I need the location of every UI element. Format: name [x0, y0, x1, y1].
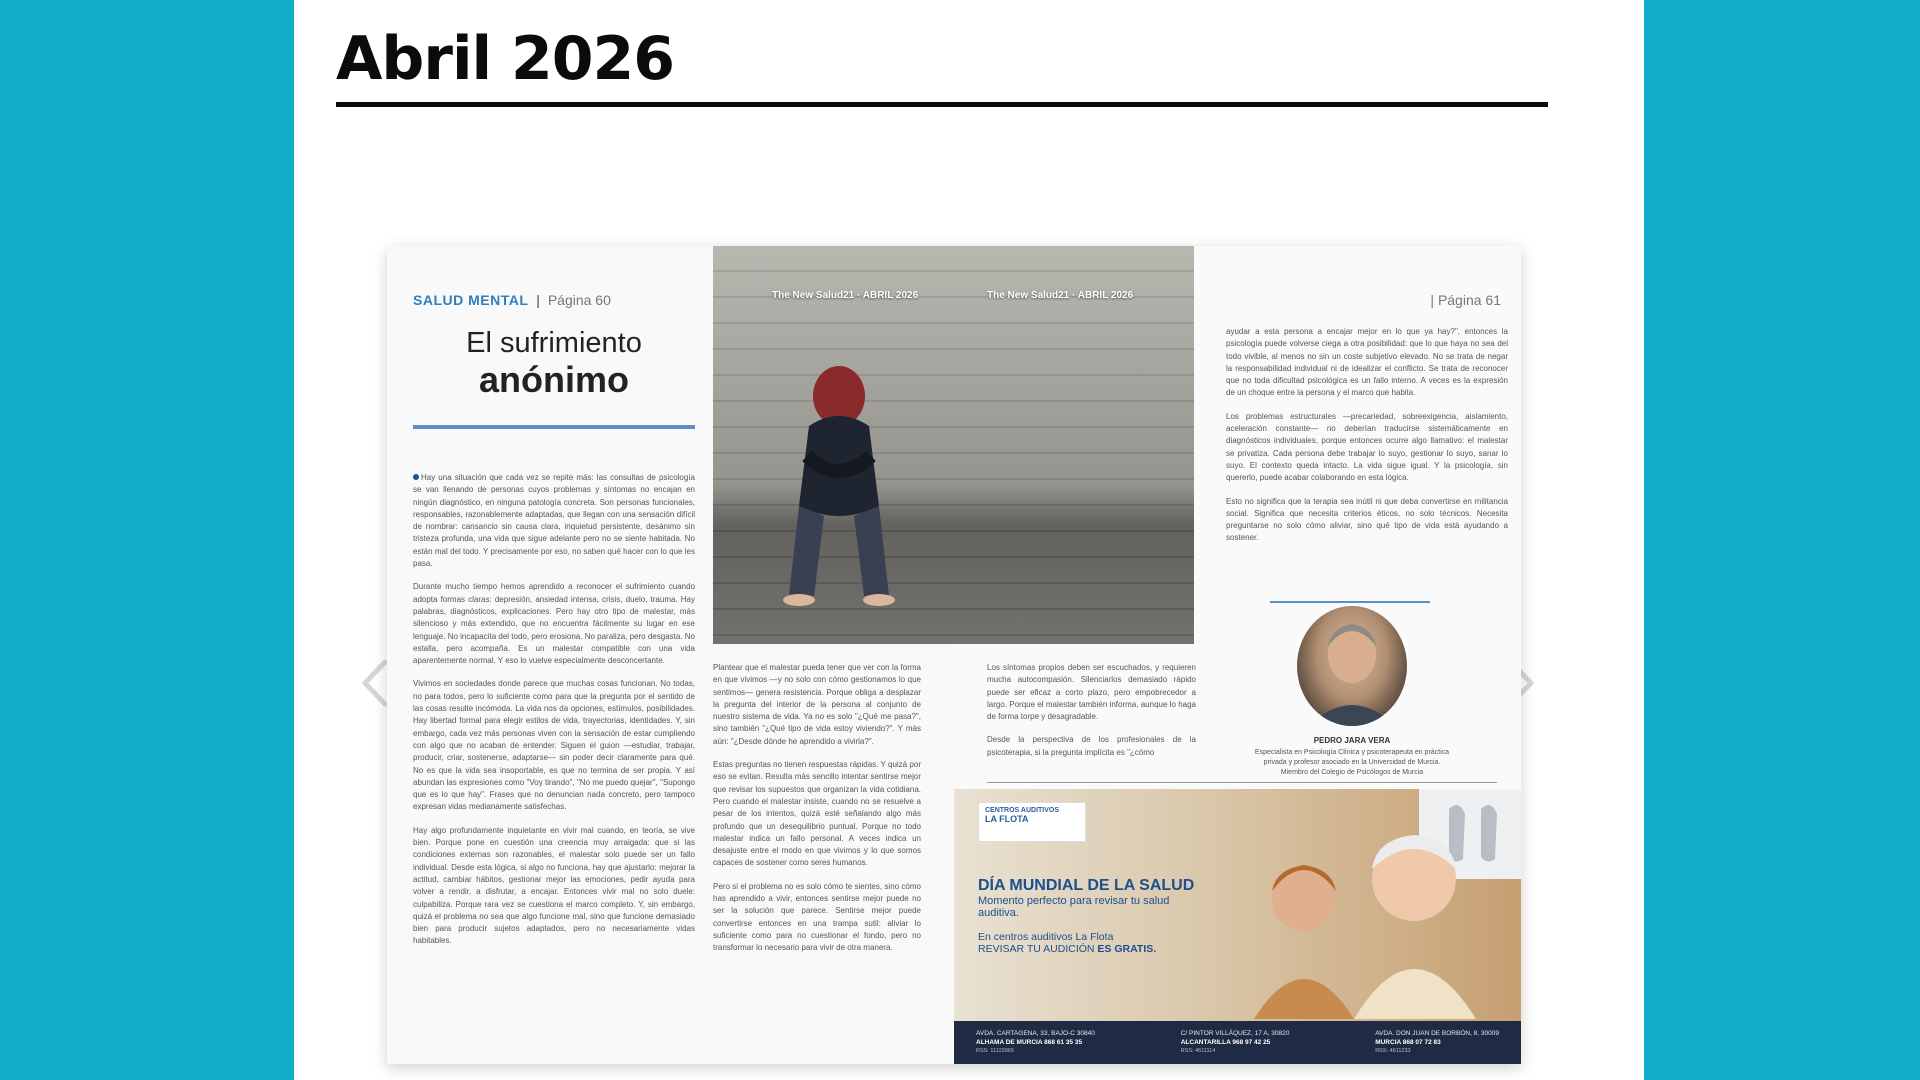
author-name: PEDRO JARA VERA [1313, 736, 1391, 745]
ad-promo-line1: En centros auditivos La Flota [978, 931, 1114, 943]
article-title-line2: anónimo [479, 359, 629, 400]
article-photo-left [713, 246, 954, 644]
title-rule [336, 102, 1548, 107]
section-name: SALUD MENTAL [413, 292, 529, 308]
viewer-page [294, 0, 1644, 1080]
paragraph: Durante mucho tiempo hemos aprendido a reconocer el sufrimiento cuando adopta formas claras: depresión, ansiedad intensa, crisis, duelo, trauma. Hay palabras, diagnósticos, explicaciones. Pero hay otro tipo de malestar, más silencioso y más extendido, que no encuentra fácilmente su lugar en ese lenguaje. No incapacita del todo, pero erosiona. No paraliza, pero desgasta. No estalla, pero acompaña. Es un malestar compatible con una vida aparentemente normal. Y eso lo vuelve especialmente desconcertante. [413, 582, 695, 666]
ad-promo-line2 [978, 943, 1228, 955]
address-street: C/ PINTOR VILLÁQUEZ, 17 A, 30820 [1180, 1030, 1290, 1037]
page-number-right: | Página 61 [1430, 292, 1501, 308]
divider [987, 782, 1497, 783]
ad-promo-emphasis: ES GRATIS. [1097, 943, 1157, 955]
page-number-left: Página 60 [547, 292, 611, 308]
photo-header: The New Salud21 · ABRIL 2026 [772, 290, 919, 301]
bullet-icon [413, 474, 419, 480]
section-header [413, 292, 611, 308]
address-city: MURCIA 868 07 72 83 [1375, 1039, 1441, 1046]
magazine-page-left [387, 246, 954, 1064]
paragraph: Pero si el problema no es solo cómo te sientes, sino cómo has aprendido a vivir, entonces sentirse mejor puede no ser la solución que parece. Sentirse mejor puede convertirse entonces en una trampa sutil: aliviar lo suficiente como para no cuestionar el fondo, pero no transformar lo necesario para vivir de otra manera. [713, 881, 921, 953]
article-photo-right [954, 246, 1194, 644]
author-portrait-icon [1297, 606, 1407, 726]
address-reg: RSS: 4611114 [1180, 1048, 1216, 1054]
author-photo [1297, 606, 1407, 726]
address-reg: RSS: 4611233 [1375, 1048, 1411, 1054]
author-bio-line: Miembro del Colegio de Psicólogos de Murcia [1280, 769, 1424, 776]
article-column-4 [1226, 326, 1508, 556]
ad-address [1375, 1029, 1499, 1056]
paragraph: Vivimos en sociedades donde parece que muchas cosas funcionan. No todas, no para todos, pero lo suficiente como para que la pregunta por el sentido de las cosas resulte incómoda. La vida nos da opciones, estímulos, posibilidades. Hay libertad formal para elegir estilos de vida, trayectorias, identidades. Y, sin embargo, cada vez más personas viven con la sensación de estar cumpliendo con algo que no acaban de entender. Siguen el guion —estudiar, trabajar, producir, criar, sostenerse, adaptarse— sin poder decir claramente para qué. No es que la vida sea insoportable, es que no termina de ser propia. Y así abundan las expresiones como "Voy tirando", "No me puedo quejar", "Supongo que es lo que hay". Frases que no denuncian nada concreto, pero tampoco expresan vidas medianamente satisfechas. [413, 679, 695, 812]
address-city: ALCANTARILLA 968 97 42 25 [1180, 1039, 1271, 1046]
paragraph: Plantear que el malestar pueda tener que ver con la forma en que vivimos —y no solo con cómo gestionamos lo que sentimos— genera resistencia. Porque obliga a desplazar la pregunta del interior de la persona al conjunto de nuestro sistema de vida. Ya no es solo "¿Qué me pasa?", sino también "¿Qué tipo de vida estoy viviendo?". Y más aún: "¿Desde dónde he aprendido a vivirla?". [713, 663, 921, 746]
article-column-1 [413, 472, 695, 959]
article-title-line1: El sufrimiento [466, 327, 642, 359]
address-reg: RSS: 11122865 [976, 1048, 1015, 1054]
paragraph: Desde la perspectiva de los profesionales de la psicoterapia, si la pregunta implícita es "¿cómo [987, 735, 1196, 757]
advertisement [954, 789, 1521, 1064]
paragraph: Hay algo profundamente inquietante en vivir mal cuando, en teoría, se vive bien. Porque pone en cuestión una creencia muy arraigada: que si las condiciones externas son razonables, el malestar solo puede ser un fallo individual. Desde esta lógica, si algo no funciona, hay que ajustarlo: mejorar la actitud, cambiar hábitos, gestionar mejor las emociones, pedir ayuda para volver a rendir, a disfrutar, a encajar. Entonces vivir mal no solo duele: culpabiliza. Porque rara vez se cuestiona el marco completo. Y, sin embargo, quizá el problema no sea que algo funcione mal, sino que funcione demasiado bien para producir sujetos adaptados, pero no necesariamente vidas habitables. [413, 825, 695, 946]
ad-footer [954, 1021, 1521, 1064]
article-column-2 [713, 662, 921, 966]
photo-header: The New Salud21 · ABRIL 2026 [987, 290, 1134, 301]
article-column-3 [987, 662, 1196, 770]
ad-promo [978, 931, 1228, 955]
address-street: AVDA. DON JUAN DE BORBÓN, 8, 30009 [1375, 1030, 1499, 1037]
magazine-page-right [954, 246, 1521, 1064]
sitting-person-illustration [769, 356, 909, 626]
title-underline [413, 425, 695, 429]
ad-logo [978, 802, 1086, 842]
address-street: AVDA. CARTAGENA, 33, BAJO-C 30840 [976, 1030, 1095, 1037]
page-number-text: Página 61 [1437, 292, 1501, 308]
ad-promo-text: REVISAR TU AUDICIÓN [978, 943, 1098, 955]
author-rule [1270, 601, 1430, 603]
ad-brand-line1: CENTROS AUDITIVOS [985, 807, 1060, 814]
paragraph: ayudar a esta persona a encajar mejor en lo que ya hay?", entonces la psicología puede volverse ciega a otra posibilidad: que lo que haya no sea del todo vivible, al menos no sin un coste subjetivo elevado. No se trata de negar la responsabilidad individual ni de idealizar el conflicto. Se trata de reconocer que no toda dificultad psicológica es un fallo interno. A veces es la expresión de un choque entre la persona y el marco que habita. [1226, 327, 1508, 398]
chevron-left-icon [359, 658, 389, 708]
paragraph [413, 472, 695, 570]
address-city: ALHAMA DE MURCIA 868 61 35 35 [976, 1039, 1083, 1046]
ad-address [1181, 1029, 1290, 1056]
author-bio [1224, 748, 1480, 778]
paragraph: Los problemas estructurales —precariedad, sobreexigencia, aislamiento, aceleración constante— no deberían traducirse sistemáticamente en diagnósticos individuales, porque entonces ocurre algo llamativo: el malestar se privatiza. Cada persona debe trabajar lo suyo, gestionar lo suyo, sanar lo suyo. El contexto queda intacto. La vida sigue igual. Y la psicología, sin quererlo, puede acabar colaborando en esta lógica. [1226, 411, 1508, 483]
section-separator: | [536, 292, 540, 308]
ad-headline: DÍA MUNDIAL DE LA SALUD [978, 877, 1195, 894]
magazine-spread[interactable] [387, 246, 1521, 1064]
ad-people-illustration [1214, 829, 1514, 1019]
ad-subheadline: Momento perfecto para revisar tu salud auditiva. [978, 895, 1170, 919]
paragraph: Estas preguntas no tienen respuestas rápidas. Y quizá por eso se evitan. Resulta más sencillo intentar sentirse mejor que revisar los supuestos que organizan la vida cotidiana. Pero cuando el malestar insiste, cuando no se resuelve a pesar de los intentos, quizá esté señalando algo más profundo que un desequilibrio puntual. Porque no todo malestar indica un fallo personal. A veces indica un desajuste entre el modo en que vivimos y lo que somos capaces de sostener como seres humanos. [713, 760, 921, 868]
author-bio-line: privada y profesor asociado en la Universidad de Murcia. [1263, 759, 1441, 766]
ad-address [976, 1029, 1095, 1056]
paragraph: Los síntomas propios deben ser escuchados, y requieren mucha autocompasión. Silenciarlos demasiado rápido puede ser eficaz a corto plazo, pero empobrecedor a largo. Porque el malestar también informa, aunque lo haga de forma torpe y desagradable. [987, 663, 1196, 722]
paragraph-text: Hay una situación que cada vez se repite más: las consultas de psicología se van llenando de personas cuyos problemas y síntomas no encajan en ningún diagnóstico, en ninguna patología concreta. Son personas funcionales, responsables, razonablemente adaptadas, que llegan con una sensación difícil de nombrar: cansancio sin causa clara, inquietud persistente, desánimo sin tristeza profunda, una vida que sigue adelante pero no se siente habitada. No están mal del todo. Y precisamente por eso, no saben qué hacer con lo que les pasa. [413, 473, 695, 569]
paragraph: Esto no significa que la terapia sea inútil ni que deba convertirse en militancia social. Significa que necesita criterios éticos, no solo técnicos. Necesita preguntarse no solo cómo aliviar, sino qué tipo de vida está ayudando a sostener. [1226, 496, 1508, 543]
author-bio-line: Especialista en Psicología Clínica y psicoterapeuta en práctica [1254, 749, 1450, 756]
ad-brand-line2: LA FLOTA [985, 814, 1029, 824]
issue-title: Abril 2026 [336, 24, 674, 94]
article-title [413, 326, 695, 400]
